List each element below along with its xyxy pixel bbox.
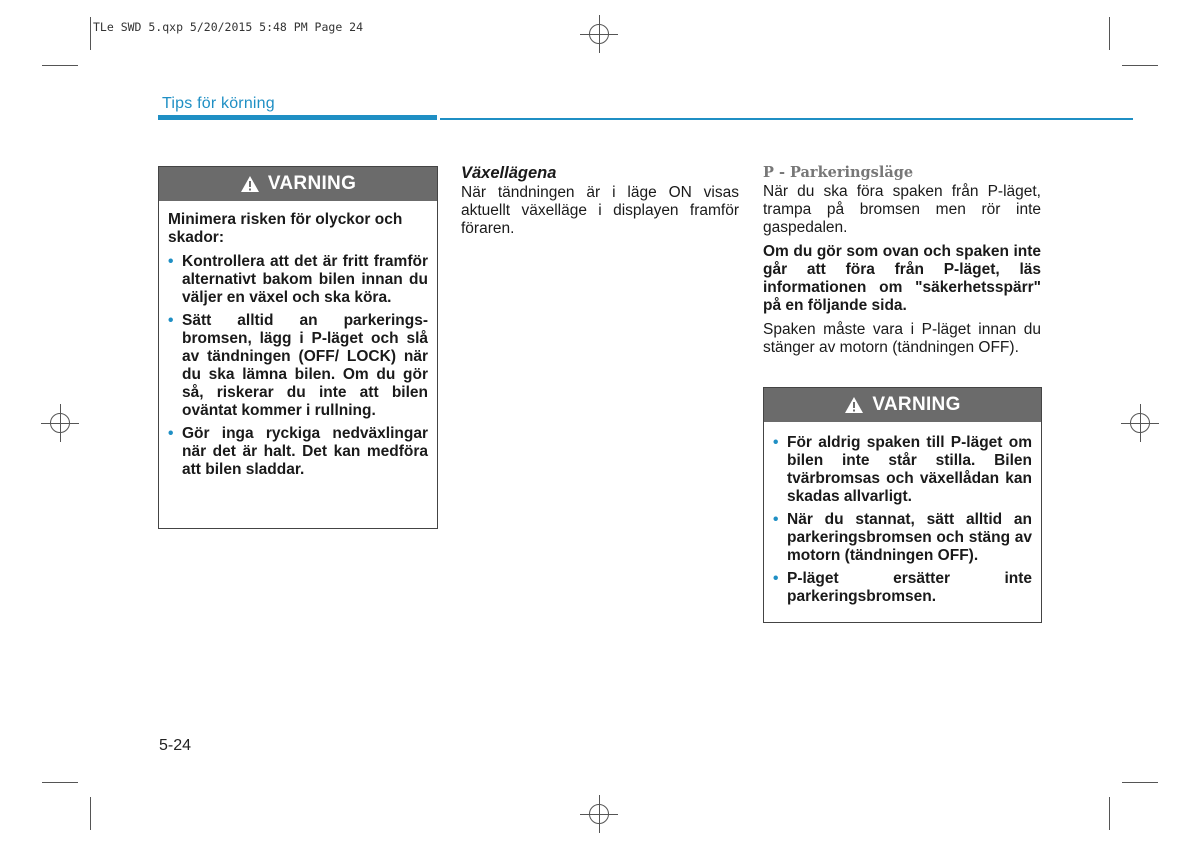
bullet-icon: • [168, 253, 174, 270]
crop-mark [90, 797, 91, 830]
section-title: Tips för körning [162, 95, 275, 112]
crop-mark [1109, 17, 1110, 50]
warning-box-right [763, 387, 1042, 623]
page-number: 5-24 [159, 737, 192, 754]
warning-item: • P-läget ersätter inte parkeringsbromsen. [773, 570, 1032, 605]
bullet-icon: • [773, 434, 779, 451]
warning-intro: Minimera risken för olyckor och skador: [168, 211, 403, 246]
crop-mark [1109, 797, 1110, 830]
warning-triangle-icon [844, 396, 864, 414]
section-rule-thick [158, 115, 437, 120]
gear-modes-section [461, 164, 739, 238]
parking-paragraph: När du ska föra spaken från P-läget, trampa på bromsen men rör inte gaspedalen. [763, 183, 1041, 236]
crop-mark [42, 65, 78, 66]
parking-paragraph-bold: Om du gör som ovan och spaken inte går att föra från P-läget, läs informationen om "säkerhetsspärr" på en följande sida. [763, 243, 1041, 314]
warning-label: VARNING [267, 173, 357, 194]
warning-header [764, 388, 1041, 422]
warning-triangle-icon [240, 175, 260, 193]
warning-list [773, 434, 1032, 606]
warning-item: • Gör inga ryckiga nedväxlingar när det är halt. Det kan medföra att bilen sladdar. [168, 425, 428, 478]
warning-body [159, 201, 437, 494]
bullet-icon: • [168, 425, 174, 442]
section-rule-thin [440, 118, 1133, 120]
crop-mark [42, 782, 78, 783]
gear-modes-heading: Växellägena [461, 164, 557, 182]
warning-item: • När du stannat, sätt alltid an parkeringsbromsen och stäng av motorn (tändningen OFF). [773, 511, 1032, 564]
warning-list [168, 253, 428, 479]
bullet-icon: • [168, 312, 174, 329]
registration-mark [580, 795, 618, 833]
bullet-icon: • [773, 570, 779, 587]
warning-label: VARNING [872, 394, 961, 415]
warning-item: • Kontrollera att det är fritt framför alternativt bakom bilen innan du väljer en växel och ska köra. [168, 253, 428, 306]
parking-paragraph: Spaken måste vara i P-läget innan du stänger av motorn (tändningen OFF). [763, 321, 1041, 356]
crop-mark [1122, 65, 1158, 66]
warning-item: • För aldrig spaken till P-läget om bilen inte står stilla. Bilen tvärbromsas och växellådan kan skadas allvarligt. [773, 434, 1032, 505]
print-header: TLe SWD 5.qxp 5/20/2015 5:48 PM Page 24 [93, 20, 364, 34]
parking-heading: P - Parkeringsläge [763, 164, 914, 181]
parking-section [763, 164, 1041, 363]
warning-body [764, 422, 1041, 621]
registration-mark [41, 404, 79, 442]
registration-mark [580, 15, 618, 53]
registration-mark [1121, 404, 1159, 442]
warning-header [159, 167, 437, 201]
crop-mark [1122, 782, 1158, 783]
bullet-icon: • [773, 511, 779, 528]
crop-mark [90, 17, 91, 50]
gear-modes-text: När tändningen är i läge ON visas aktuellt växelläge i displayen framför föraren. [461, 184, 739, 237]
warning-box-left [158, 166, 438, 529]
warning-item: • Sätt alltid an parkerings-bromsen, lägg i P-läget och slå av tändningen (OFF/ LOCK) när du ska lämna bilen. Om du gör så, riskerar du inte att bilen oväntat kommer i rullning. [168, 312, 428, 419]
